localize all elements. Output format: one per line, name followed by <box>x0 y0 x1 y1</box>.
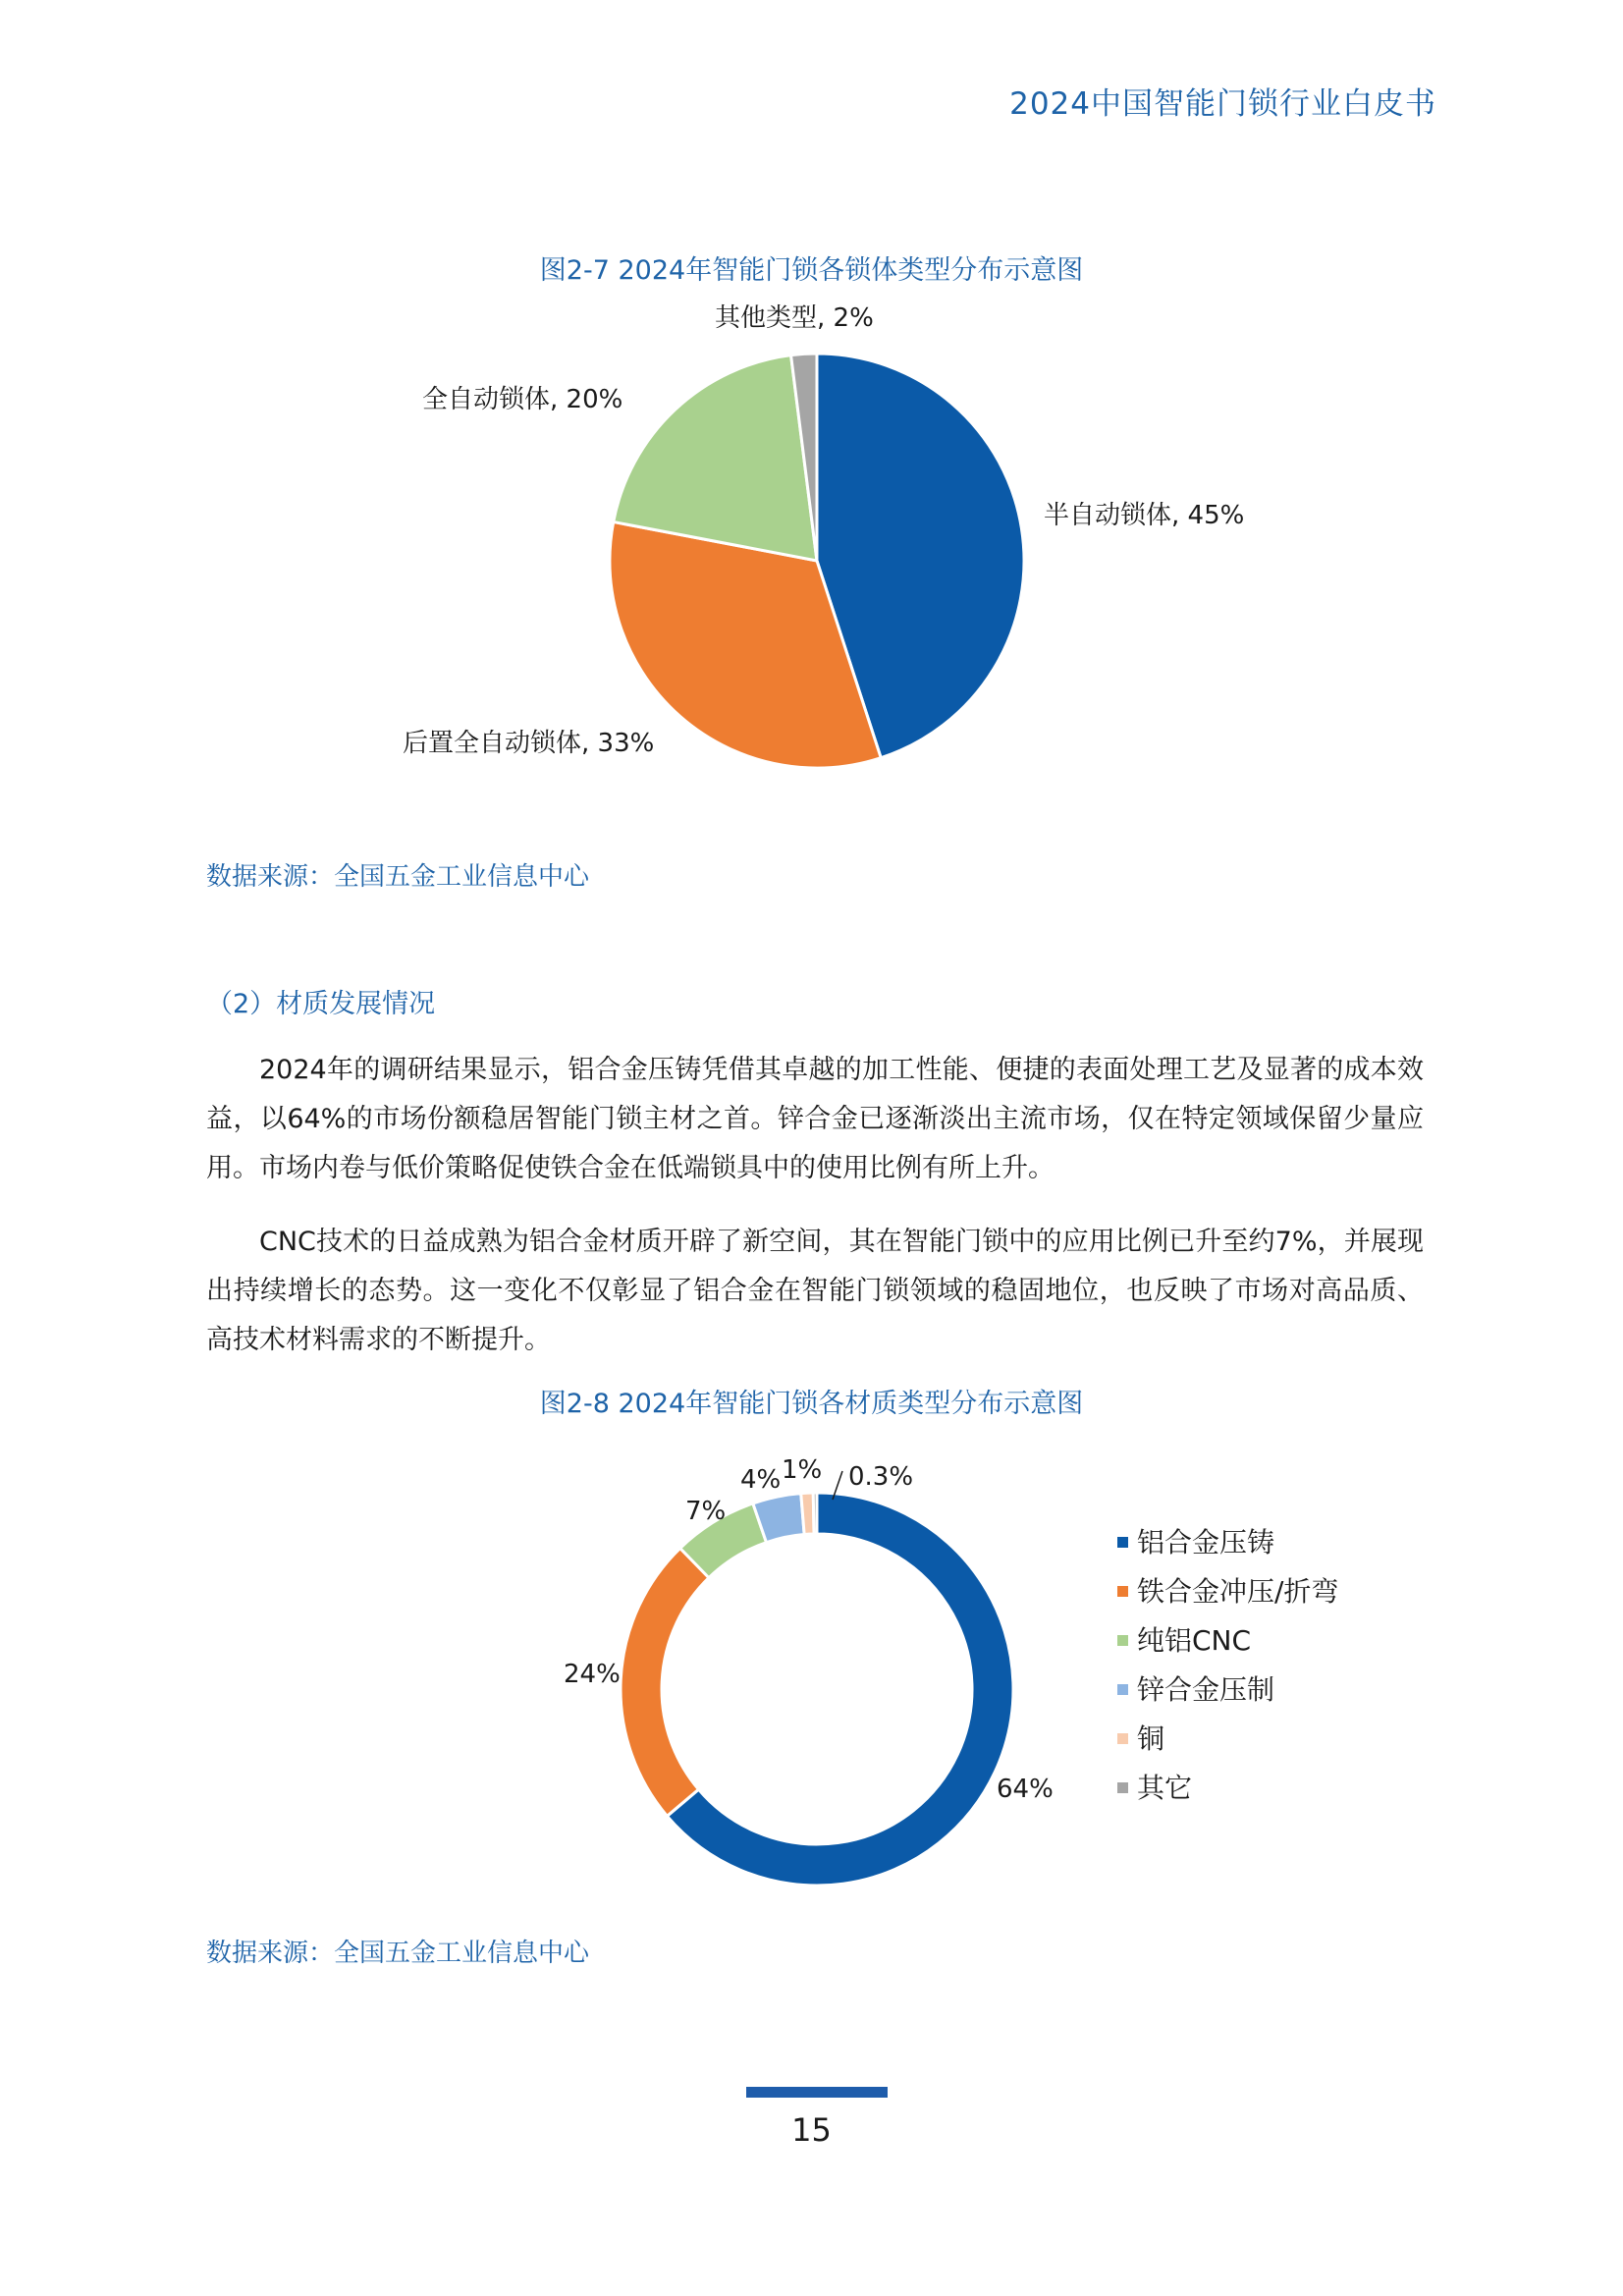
figure-2-source: 数据来源：全国五金工业信息中心 <box>206 1939 590 1968</box>
donut-label-3: 4% <box>740 1465 782 1495</box>
legend-label-0: 铝合金压铸 <box>1137 1526 1275 1558</box>
figure-1-source: 数据来源：全国五金工业信息中心 <box>206 862 590 892</box>
section-heading: （2）材质发展情况 <box>206 989 436 1019</box>
legend-label-4: 铜 <box>1137 1722 1165 1755</box>
donut-label-0: 64% <box>997 1775 1054 1804</box>
pie-label-3: 其他类型, 2% <box>715 303 874 333</box>
header-title: 2024中国智能门锁行业白皮书 <box>1009 86 1436 122</box>
legend-label-5: 其它 <box>1137 1772 1193 1804</box>
donut-label-4: 1% <box>782 1455 823 1485</box>
figure-1-title: 图2-7 2024年智能门锁各锁体类型分布示意图 <box>539 255 1084 286</box>
paragraph-1 <box>206 1046 1424 1193</box>
legend-label-3: 锌合金压制 <box>1137 1673 1275 1706</box>
legend-swatch-3 <box>1117 1684 1128 1695</box>
page-bar <box>746 2087 888 2098</box>
pie-label-0: 半自动锁体, 45% <box>1044 501 1245 530</box>
figure-2-title: 图2-8 2024年智能门锁各材质类型分布示意图 <box>539 1389 1084 1419</box>
donut-label-1: 24% <box>564 1660 621 1689</box>
legend-label-1: 铁合金冲压/折弯 <box>1137 1575 1339 1608</box>
donut-label-5: 0.3% <box>848 1462 914 1492</box>
paragraph-2-text: CNC技术的日益成熟为铝合金材质开辟了新空间，其在智能门锁中的应用比例已升至约7%，并展现出持续增长的态势。这一变化不仅彰显了铝合金在智能门锁领域的稳固地位，也反映了市场对高品质、高技术材料需求的不断提升。 <box>206 1227 1424 1355</box>
pie-label-1: 后置全自动锁体, 33% <box>403 729 655 758</box>
legend-swatch-0 <box>1117 1537 1128 1548</box>
legend-swatch-2 <box>1117 1635 1128 1646</box>
pie-label-2: 全自动锁体, 20% <box>422 385 623 414</box>
legend-label-2: 纯铝CNC <box>1137 1624 1252 1657</box>
donut-slice-1 <box>621 1548 709 1816</box>
paragraph-1-text: 2024年的调研结果显示，铝合金压铸凭借其卓越的加工性能、便捷的表面处理工艺及显著的成本效益，以64%的市场份额稳居智能门锁主材之首。锌合金已逐渐淡出主流市场，仅在特定领域保留少量应用。市场内卷与低价策略促使铁合金在低端锁具中的使用比例有所上升。 <box>206 1055 1424 1183</box>
page-number: 15 <box>791 2111 832 2149</box>
legend-swatch-1 <box>1117 1586 1128 1597</box>
donut-label-2: 7% <box>685 1497 727 1526</box>
donut-slice-5 <box>813 1493 817 1534</box>
paragraph-2 <box>206 1218 1424 1365</box>
legend-swatch-5 <box>1117 1782 1128 1793</box>
legend-swatch-4 <box>1117 1733 1128 1744</box>
